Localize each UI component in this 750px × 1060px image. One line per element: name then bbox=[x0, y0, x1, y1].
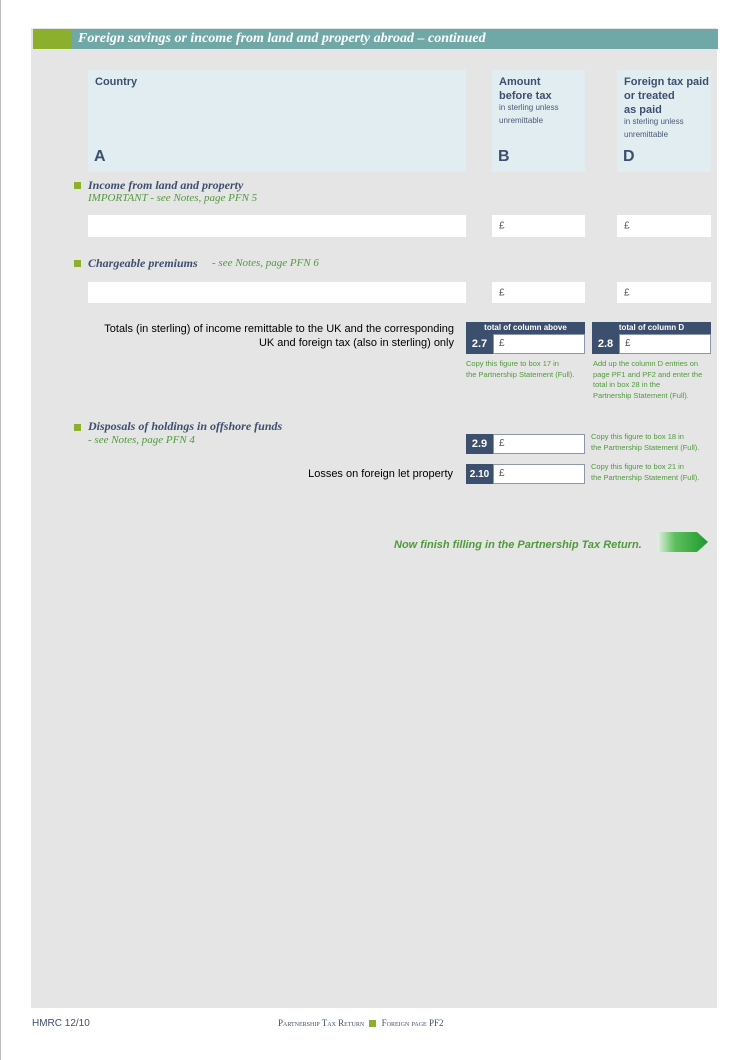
land-foreign-tax-field[interactable] bbox=[617, 215, 711, 237]
column-b-header bbox=[492, 70, 585, 172]
column-a-header bbox=[88, 70, 466, 172]
premiums-country-field[interactable] bbox=[88, 282, 466, 303]
currency-symbol: £ bbox=[624, 220, 630, 232]
box-2-10-label: Losses on foreign let property bbox=[308, 468, 453, 480]
box-2-8-input[interactable] bbox=[619, 334, 711, 354]
column-d-letter: D bbox=[623, 148, 635, 165]
form-panel bbox=[31, 28, 717, 1008]
finish-instruction: Now finish filling in the Partnership Tax Return. bbox=[394, 539, 642, 551]
footer-return-name: Partnership Tax Return bbox=[278, 1018, 365, 1028]
box-2-8-number: 2.8 bbox=[592, 334, 619, 354]
box-2-10-input[interactable] bbox=[493, 464, 585, 484]
column-d-label bbox=[624, 75, 709, 117]
box-2-9-note bbox=[591, 432, 717, 453]
section-note-land: IMPORTANT - see Notes, page PFN 5 bbox=[88, 192, 258, 204]
currency-symbol: £ bbox=[499, 220, 505, 232]
column-a-label: Country bbox=[95, 76, 138, 88]
column-b-sub bbox=[499, 101, 559, 127]
section-title-offshore: Disposals of holdings in offshore funds bbox=[88, 419, 283, 433]
column-b-label-line2: before tax bbox=[499, 90, 552, 102]
box-2-8-header: total of column D bbox=[592, 322, 711, 334]
column-d-sub-line2: unremittable bbox=[624, 130, 669, 139]
currency-symbol: £ bbox=[499, 287, 505, 298]
section-note-premiums: - see Notes, page PFN 6 bbox=[212, 257, 319, 269]
box-2-8-note-line1: Add up the column D entries on bbox=[593, 359, 699, 368]
footer-page-name: Foreign page PF2 bbox=[381, 1018, 444, 1028]
box-2-8-note-line4: Partnership Statement (Full). bbox=[593, 390, 689, 400]
section-marker-premiums bbox=[74, 260, 81, 267]
section-title-premiums: Chargeable premiums bbox=[88, 256, 198, 270]
section-title-land: Income from land and property bbox=[88, 178, 244, 192]
column-b-sub-line2: unremittable bbox=[499, 116, 544, 125]
box-2-7-input[interactable] bbox=[493, 334, 585, 354]
land-country-field[interactable] bbox=[88, 215, 466, 237]
column-b-label-line1: Amount bbox=[499, 76, 541, 88]
box-2-7-note-line1: Copy this figure to box 17 in bbox=[466, 359, 559, 368]
currency-symbol: £ bbox=[499, 338, 505, 349]
column-d-label-line2: or treated bbox=[624, 90, 675, 102]
currency-symbol: £ bbox=[499, 438, 505, 449]
premiums-foreign-tax-field[interactable] bbox=[617, 282, 711, 303]
column-a-letter: A bbox=[94, 148, 106, 165]
section-title: Foreign savings or income from land and property abroad – continued bbox=[78, 31, 486, 46]
section-note-offshore: - see Notes, page PFN 4 bbox=[88, 434, 195, 446]
box-2-7-note-line2: the Partnership Statement (Full). bbox=[466, 369, 575, 379]
box-2-10-note-line1: Copy this figure to box 21 in bbox=[591, 462, 684, 471]
box-2-9-note-line2: the Partnership Statement (Full). bbox=[591, 442, 700, 452]
box-2-7-note bbox=[466, 359, 590, 380]
box-2-9-input[interactable] bbox=[493, 434, 585, 454]
totals-label-line2: UK and foreign tax (also in sterling) only bbox=[258, 337, 454, 349]
column-d-header bbox=[617, 70, 711, 172]
page-left-border bbox=[0, 0, 1, 1060]
box-2-8-note-line2: page PF1 and PF2 and enter the bbox=[593, 369, 703, 379]
box-2-9-note-line1: Copy this figure to box 18 in bbox=[591, 432, 684, 441]
currency-symbol: £ bbox=[625, 338, 631, 349]
section-marker-land bbox=[74, 182, 81, 189]
section-marker-offshore bbox=[74, 424, 81, 431]
arrow-right-icon bbox=[657, 531, 709, 553]
box-2-8-note-line3: total in box 28 in the bbox=[593, 380, 661, 389]
premiums-amount-field[interactable] bbox=[492, 282, 585, 303]
title-accent-block bbox=[33, 29, 71, 49]
box-2-7-header: total of column above bbox=[466, 322, 585, 334]
totals-label bbox=[60, 322, 454, 350]
footer-form-code: HMRC 12/10 bbox=[32, 1018, 90, 1029]
column-b-letter: B bbox=[498, 148, 510, 165]
currency-symbol: £ bbox=[499, 468, 505, 479]
box-2-10-note-line2: the Partnership Statement (Full). bbox=[591, 472, 700, 482]
footer-page-label bbox=[278, 1018, 443, 1028]
currency-symbol: £ bbox=[624, 287, 630, 298]
column-d-label-line3: as paid bbox=[624, 104, 662, 116]
box-2-10-number: 2.10 bbox=[466, 464, 493, 484]
totals-label-line1: Totals (in sterling) of income remittable to the UK and the corresponding bbox=[104, 323, 454, 335]
column-d-sub-line1: in sterling unless bbox=[624, 117, 684, 126]
box-2-9-number: 2.9 bbox=[466, 434, 493, 454]
box-2-10-note bbox=[591, 462, 717, 483]
land-amount-field[interactable] bbox=[492, 215, 585, 237]
column-d-sub bbox=[624, 115, 684, 141]
box-2-8-note bbox=[593, 359, 717, 401]
footer-square-marker bbox=[369, 1020, 376, 1027]
column-b-sub-line1: in sterling unless bbox=[499, 103, 559, 112]
box-2-7-number: 2.7 bbox=[466, 334, 493, 354]
column-d-label-line1: Foreign tax paid bbox=[624, 76, 709, 88]
column-b-label bbox=[499, 75, 552, 103]
